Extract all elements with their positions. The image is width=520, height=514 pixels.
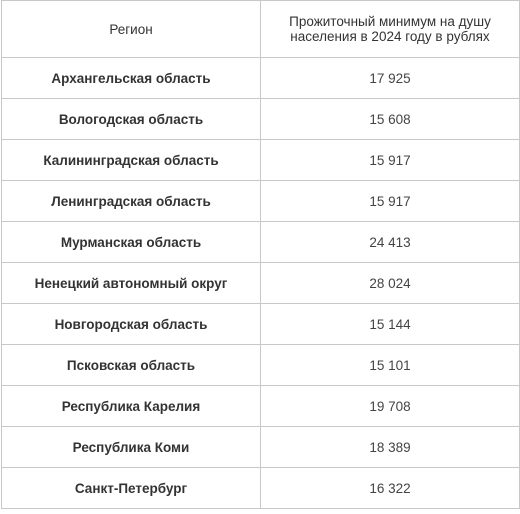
table-row: [2, 222, 520, 263]
region-cell: Ненецкий автономный округ: [2, 263, 261, 304]
table-row: [2, 427, 520, 468]
table-row: [2, 58, 520, 99]
region-cell: Псковская область: [2, 345, 261, 386]
subsistence-minimum-table: [1, 0, 520, 509]
region-cell: Вологодская область: [2, 99, 261, 140]
value-cell: 28 024: [261, 263, 520, 304]
header-row: [2, 1, 520, 58]
value-cell: 15 101: [261, 345, 520, 386]
value-cell: 15 608: [261, 99, 520, 140]
table-header: [2, 1, 520, 58]
column-header-value: Прожиточный минимум на душу населения в 2024 году в рублях: [261, 1, 520, 58]
region-cell: Республика Коми: [2, 427, 261, 468]
region-cell: Ленинградская область: [2, 181, 261, 222]
region-cell: Калининградская область: [2, 140, 261, 181]
value-cell: 17 925: [261, 58, 520, 99]
table-row: [2, 468, 520, 509]
region-cell: Архангельская область: [2, 58, 261, 99]
column-header-region: Регион: [2, 1, 261, 58]
region-cell: Новгородская область: [2, 304, 261, 345]
region-cell: Санкт-Петербург: [2, 468, 261, 509]
region-cell: Мурманская область: [2, 222, 261, 263]
table-row: [2, 345, 520, 386]
value-cell: 15 917: [261, 181, 520, 222]
region-cell: Республика Карелия: [2, 386, 261, 427]
value-cell: 18 389: [261, 427, 520, 468]
table-body: [2, 58, 520, 509]
table-row: [2, 181, 520, 222]
table-row: [2, 304, 520, 345]
table-row: [2, 263, 520, 304]
value-cell: 15 144: [261, 304, 520, 345]
table-row: [2, 140, 520, 181]
table-row: [2, 386, 520, 427]
table-row: [2, 99, 520, 140]
value-cell: 15 917: [261, 140, 520, 181]
value-cell: 19 708: [261, 386, 520, 427]
value-cell: 24 413: [261, 222, 520, 263]
value-cell: 16 322: [261, 468, 520, 509]
